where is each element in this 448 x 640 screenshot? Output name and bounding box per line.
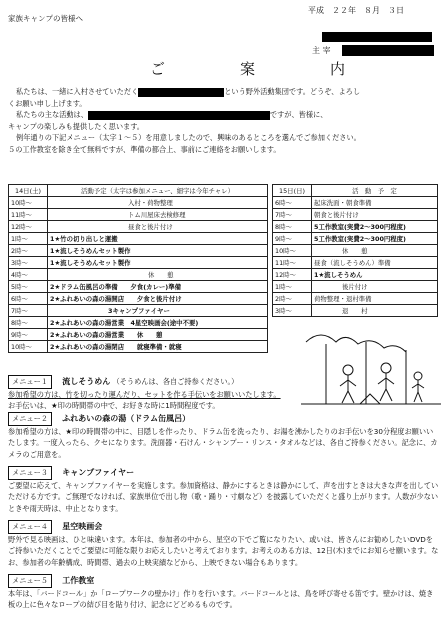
- menu-section-4: [8, 520, 440, 568]
- table-row: 1時～ 1★竹の切り出しと運搬: [9, 233, 268, 245]
- table-row: 10時～ 休 憩: [273, 245, 438, 257]
- intro-text: 例年通りの下記メニュー（太字１～５）を用意しましたので、興味のあるところを選んでご参加ください。: [16, 133, 361, 142]
- intro-text: ５の工作教室を除き全て無料ですが、準備の都合上、事前にご連絡をお願いします。: [8, 144, 281, 154]
- intro-text: という野外活動集団です。どうぞ、よろし: [224, 87, 361, 96]
- table-row: 10時～ 2★ふれあいの森の湯閉店 就寝準備・就寝: [9, 341, 268, 353]
- table-row: 9時～ 5工作教室(実費2～300円程度): [273, 233, 438, 245]
- menu-text: 本年は、「バードコール」か「ロープワークの壁かけ」作りを行います。バードコールとは、鳥を呼び寄せる笛です。壁かけは、焼き板の上に色々なロープの結び目を貼り付け、記念にどどめるものです。: [8, 588, 434, 609]
- table-row: 5時～ 2★ドラム缶風呂の準備 夕食(カレー)準備: [9, 281, 268, 293]
- schedule-table-sat: [8, 184, 268, 353]
- menu-label: メニュー２: [8, 412, 52, 426]
- menu-label: メニュー１: [8, 375, 52, 389]
- table-row: 12時～ 1★流しそうめん: [273, 269, 438, 281]
- menu-label: メニュー３: [8, 466, 52, 480]
- table-row: 8時～ 5工作教室(実費2～300円程度): [273, 221, 438, 233]
- redaction-block: [342, 45, 434, 56]
- table-row: 1時～ 後片付け: [273, 281, 438, 293]
- menu-text: お手伝いは、★印の時間帯の中で、お好きな時に1時間程度です。: [8, 401, 220, 410]
- table-header: 15日(日): [273, 185, 312, 197]
- menu-text: 参加希望の方は、★印の時間帯の中に、目隠しを作ったり、ドラム缶を洗ったり、お湯を沸かしたりのお手伝いを30分程度お願いいたします。一度入ったら、クセになります。洗面器・石けん・シャンプー・リンス・タオルなどは、各自ご持参ください。記念に、カメラのご用意を。: [8, 426, 438, 459]
- menu-section-1: [8, 375, 440, 412]
- table-row: 3時～ 1★流しそうめんセット製作: [9, 257, 268, 269]
- table-header: 活 動 予 定: [312, 185, 438, 197]
- redaction-block: [322, 32, 432, 42]
- menu-label: メニュー５: [8, 574, 52, 588]
- table-row: 6時～ 2★ふれあいの森の湯開店 夕食と後片付け: [9, 293, 268, 305]
- table-row: 2時～ 荷物整理・退村準備: [273, 293, 438, 305]
- menu-title: ふれあいの森の湯（ドラム缶風呂）: [62, 414, 191, 423]
- intro-text: 私たちの主な活動は、: [16, 110, 88, 119]
- intro-text: 私たちは、一緒に入村させていただく: [16, 87, 139, 96]
- menu-section-2: [8, 412, 440, 460]
- table-row: 6時～ 起床洗面・朝食準備: [273, 197, 438, 209]
- menu-title: 星空映画会: [62, 522, 103, 531]
- intro: [8, 86, 440, 155]
- table-row: 2時～ 1★流しそうめんセット製作: [9, 245, 268, 257]
- menu-title: 工作教室: [62, 576, 95, 585]
- intro-text: くお願い申し上げます。: [8, 98, 87, 108]
- menu-section-3: [8, 466, 440, 514]
- table-row: 7時～ 朝食と後片付け: [273, 209, 438, 221]
- intro-text: ですが、皆様に、: [269, 110, 328, 119]
- menu-title: 流しそうめん: [62, 377, 111, 386]
- menu-text: ご要望に応えて、キャンプファイヤーを実施します。参加資格は、静かにするときは静かにして、声を出すときは大きな声を出していただける方です。ご無理でなければ、家族単位で出し物（歌・踊り・寸劇など）を披露していただくと盛り上がります。人数が少ないときや雨天時は、中止となります。: [8, 480, 439, 513]
- table-header: 活動予定（太字は参加メニュー、細字は今年チャレ）: [48, 185, 268, 197]
- date: 平成 ２２年 ８月 ３日: [308, 6, 404, 15]
- intro-text: キャンプの楽しみも提供したく思います。: [8, 121, 144, 131]
- greeting: 家族キャンプの皆様へ: [8, 14, 83, 23]
- table-row: 9時～ 2★ふれあいの森の湯営業 休 憩: [9, 329, 268, 341]
- table-row: 8時～ 2★ふれあいの森の湯営業 4星空映画会(途中不要): [9, 317, 268, 329]
- menu-title-note: （そうめんは、各自ご持参ください。）: [112, 377, 239, 386]
- table-row: 10時～ 入村・荷物整理: [9, 197, 268, 209]
- table-row: 4時～ 休 憩: [9, 269, 268, 281]
- table-row: 11時～ トム川屋床去検修理: [9, 209, 268, 221]
- table-row: 12時～ 昼食と後片付け: [9, 221, 268, 233]
- menu-section-5: [8, 574, 440, 611]
- redaction-block: [138, 88, 224, 97]
- menu-label: メニュー４: [8, 520, 52, 534]
- schedule-table-sun: [272, 184, 438, 317]
- menu-text: 参加希望の方は、竹を切ったり運んだり、セットを作る手伝いをお願いいたします。: [8, 389, 281, 399]
- menu-title: キャンプファイヤー: [62, 468, 135, 477]
- table-row: 11時～ 昼食（流しそうめん）準備: [273, 257, 438, 269]
- host-label: 主 宰: [312, 46, 331, 55]
- table-row: 7時～ 3キャンプファイヤー: [9, 305, 268, 317]
- table-header: 14日(土): [9, 185, 48, 197]
- page-title: ご 案 内: [150, 60, 376, 78]
- intro-line: [8, 86, 440, 98]
- menu-text: 野外で見る映画は、ひと味違います。本年は、参加者の中から、星空の下でご覧になりたい、或いは、皆さんにお勧めしたいDVDをご持参いただくことでご要望に可能な限りお応えしたいと考えております。お考えのある方は、12日(木)までにお知らせ願います。なお、参加者の年齢構成、時間帯、過去の上映実績などから、上映できない場合もあります。: [8, 534, 439, 567]
- table-row: 3時～ 退 村: [273, 305, 438, 317]
- redaction-block: [88, 111, 270, 120]
